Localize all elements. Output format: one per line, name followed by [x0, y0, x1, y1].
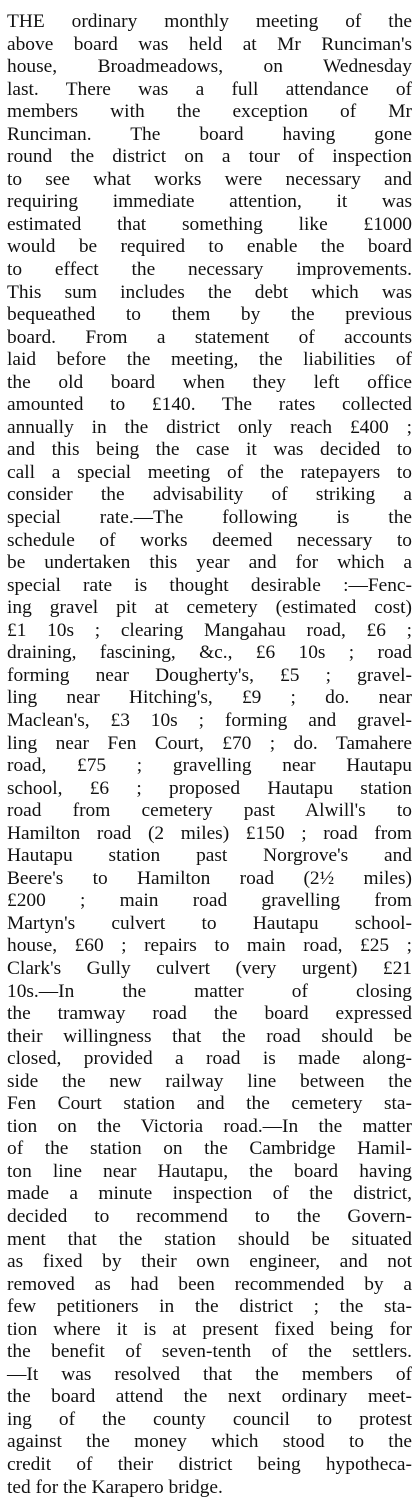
article-line: the old board when they left office	[7, 371, 412, 393]
article-line: tion on the Victoria road.—In the matter	[7, 1115, 412, 1137]
article-line: credit of their district being hypotheca-	[7, 1454, 412, 1475]
article-line: of the station on the Cambridge Hamil-	[7, 1138, 412, 1160]
article-line: £1 10s ; clearing Mangahau road, £6 ;	[7, 619, 412, 641]
article-line: Fen Court station and the cemetery sta-	[7, 1093, 412, 1115]
article-line: ling near Fen Court, £70 ; do. Tamahere	[7, 732, 412, 754]
article-line: This sum includes the debt which was	[7, 281, 412, 303]
article-line: would be required to enable the board	[7, 236, 412, 258]
article-line: house, £60 ; repairs to main road, £25 ;	[7, 935, 412, 957]
article-line: the board attend the next ordinary meet-	[7, 1386, 412, 1408]
article-line: call a special meeting of the ratepayers to	[7, 461, 412, 483]
article-line: tion where it is at present fixed being for	[7, 1318, 412, 1340]
article-line: last. There was a full attendance of	[7, 78, 412, 100]
article-line: their willingness that the road should be	[7, 1025, 412, 1047]
article-line: round the district on a tour of inspection	[7, 146, 412, 168]
article-line-last: ted for the Karapero bridge.	[7, 1476, 223, 1498]
article-line: the benefit of seven-tenth of the settlers.	[7, 1341, 412, 1363]
article-line: amounted to £140. The rates collected	[7, 394, 412, 416]
article-line: against the money which stood to the	[7, 1431, 412, 1453]
article-line: ling near Hitching's, £9 ; do. near	[7, 687, 412, 709]
article-line: house, Broadmeadows, on Wednesday	[7, 56, 412, 78]
article-line: ton line near Hautapu, the board having	[7, 1160, 412, 1182]
article-line: ing gravel pit at cemetery (estimated cost)	[7, 597, 412, 619]
article-line: side the new railway line between the	[7, 1070, 412, 1092]
article-line: as fixed by their own engineer, and not	[7, 1251, 412, 1273]
article-line: ing of the county council to protest	[7, 1408, 412, 1430]
article-line: road, £75 ; gravelling near Hautapu	[7, 755, 412, 777]
article-line: special rate is thought desirable :—Fenc-	[7, 574, 412, 596]
article-line: board. From a statement of accounts	[7, 326, 412, 348]
article-line: special rate.—The following is the	[7, 507, 412, 529]
article-line: road from cemetery past Alwill's to	[7, 800, 412, 822]
article-line: laid before the meeting, the liabilities of	[7, 349, 412, 371]
article-line: school, £6 ; proposed Hautapu station	[7, 777, 412, 799]
article-line: forming near Dougherty's, £5 ; gravel-	[7, 664, 412, 686]
article-line: to see what works were necessary and	[7, 168, 412, 190]
article-line: the tramway road the board expressed	[7, 1003, 412, 1025]
article-line: —It was resolved that the members of	[7, 1363, 412, 1385]
article-line: decided to recommend to the Govern-	[7, 1205, 412, 1227]
article-line: bequeathed to them by the previous	[7, 304, 412, 326]
article-line: Hamilton road (2 miles) £150 ; road from	[7, 822, 412, 844]
article-line: be undertaken this year and for which a	[7, 552, 412, 574]
article-line: above board was held at Mr Runciman's	[7, 33, 412, 55]
article-line: ment that the station should be situated	[7, 1228, 412, 1250]
article-line: THE ordinary monthly meeting of the	[7, 11, 412, 32]
article-line: annually in the district only reach £400 ;	[7, 416, 412, 438]
article-line: and this being the case it was decided to	[7, 439, 412, 461]
article-line: Maclean's, £3 10s ; forming and gravel-	[7, 709, 412, 731]
article-line: Clark's Gully culvert (very urgent) £21	[7, 957, 412, 979]
article-line: Martyn's culvert to Hautapu school-	[7, 912, 412, 934]
article-line: to effect the necessary improvements.	[7, 259, 412, 281]
article-line: removed as had been recommended by a	[7, 1273, 412, 1295]
article-line: few petitioners in the district ; the sta-	[7, 1296, 412, 1318]
article-line: estimated that something like £1000	[7, 213, 412, 235]
article-line: Beere's to Hamilton road (2½ miles)	[7, 867, 412, 889]
article-line: schedule of works deemed necessary to	[7, 529, 412, 551]
article-line: members with the exception of Mr	[7, 101, 412, 123]
article-line: draining, fascining, &c., £6 10s ; road	[7, 642, 412, 664]
article-line: consider the advisability of striking a	[7, 484, 412, 506]
article-line: made a minute inspection of the district,	[7, 1183, 412, 1205]
article-line: closed, provided a road is made along-	[7, 1048, 412, 1070]
article-line: Hautapu station past Norgrove's and	[7, 845, 412, 867]
article-line: £200 ; main road gravelling from	[7, 890, 412, 912]
article-column	[7, 11, 412, 1499]
article-line: requiring immediate attention, it was	[7, 191, 412, 213]
article-line: Runciman. The board having gone	[7, 123, 412, 145]
article-line: 10s.—In the matter of closing	[7, 980, 412, 1002]
